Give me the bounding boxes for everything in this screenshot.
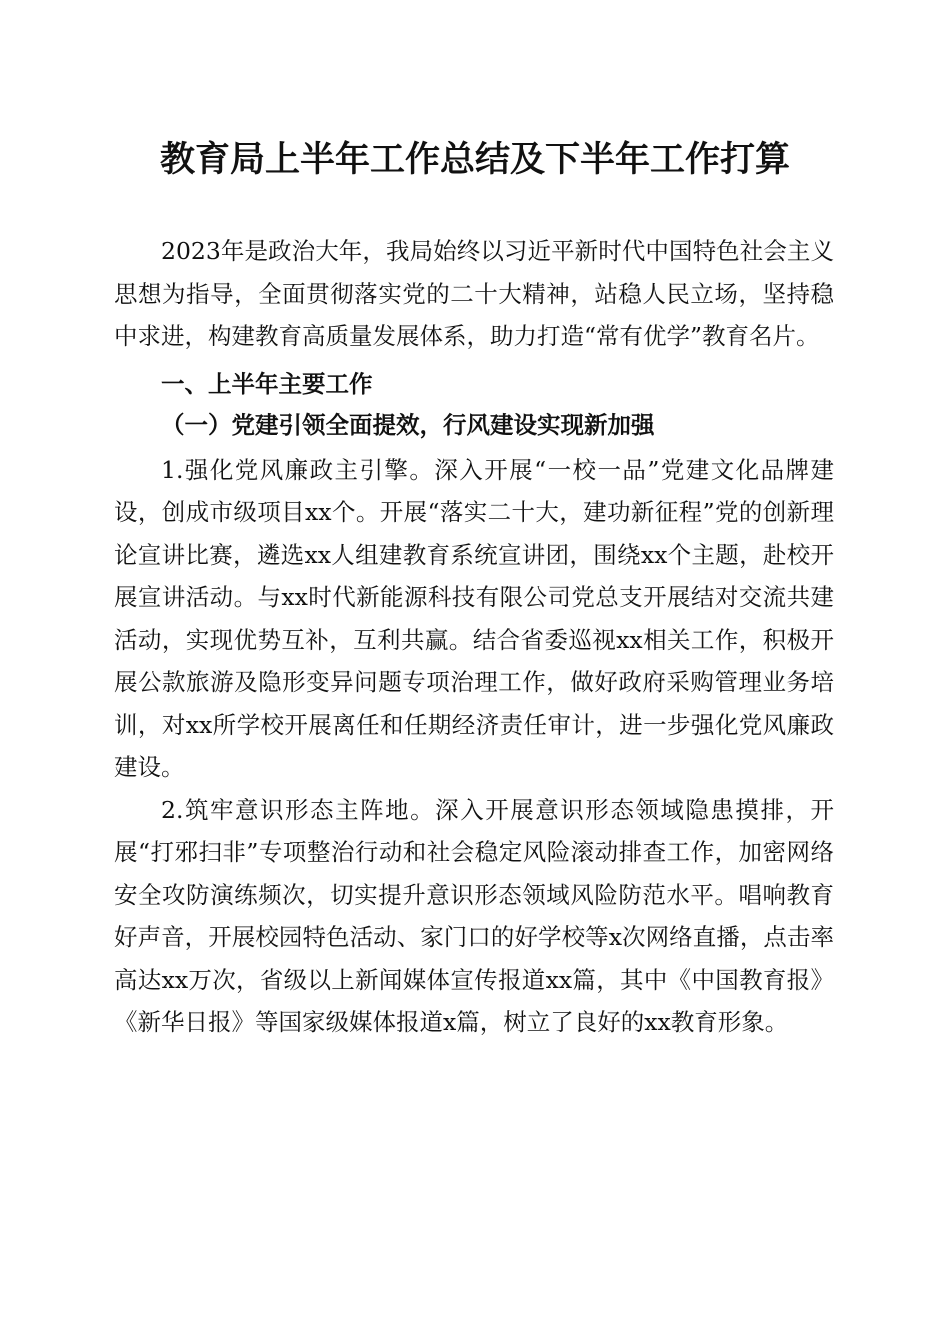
document-title: 教育局上半年工作总结及下半年工作打算	[159, 139, 790, 180]
subsection-heading: （一）党建引领全面提效，行风建设实现新加强	[161, 411, 655, 439]
document-body	[114, 230, 834, 1044]
paragraph-party-conduct: 1.强化党风廉政主引擎。深入开展“一校一品”党建文化品牌建设，创成市级项目xx个。开展“落实二十大，建功新征程”党的创新理论宣讲比赛，遴选xx人组建教育系统宣讲团，围绕xx个主题，赴校开展宣讲活动。与xx时代新能源科技有限公司党总支开展结对交流共建活动，实现优势互补，互利共赢。结合省委巡视xx相关工作，积极开展公款旅游及隐形变异问题专项治理工作，做好政府采购管理业务培训，对xx所学校开展离任和任期经济责任审计，进一步强化党风廉政建设。	[114, 455, 834, 781]
intro-paragraph: 2023年是政治大年，我局始终以习近平新时代中国特色社会主义思想为指导，全面贯彻落实党的二十大精神，站稳人民立场，坚持稳中求进，构建教育高质量发展体系，助力打造“常有优学”教育名片。	[114, 237, 834, 350]
section-heading: 一、上半年主要工作	[161, 369, 373, 398]
paragraph-ideology: 2.筑牢意识形态主阵地。深入开展意识形态领域隐患摸排，开展“打邪扫非”专项整治行动和社会稳定风险滚动排查工作，加密网络安全攻防演练频次，切实提升意识形态领域风险防范水平。唱响教育好声音，开展校园特色活动、家门口的好学校等x次网络直播，点击率高达xx万次，省级以上新闻媒体宣传报道xx篇，其中《中国教育报》《新华日报》等国家级媒体报道x篇，树立了良好的xx教育形象。	[114, 795, 834, 1036]
